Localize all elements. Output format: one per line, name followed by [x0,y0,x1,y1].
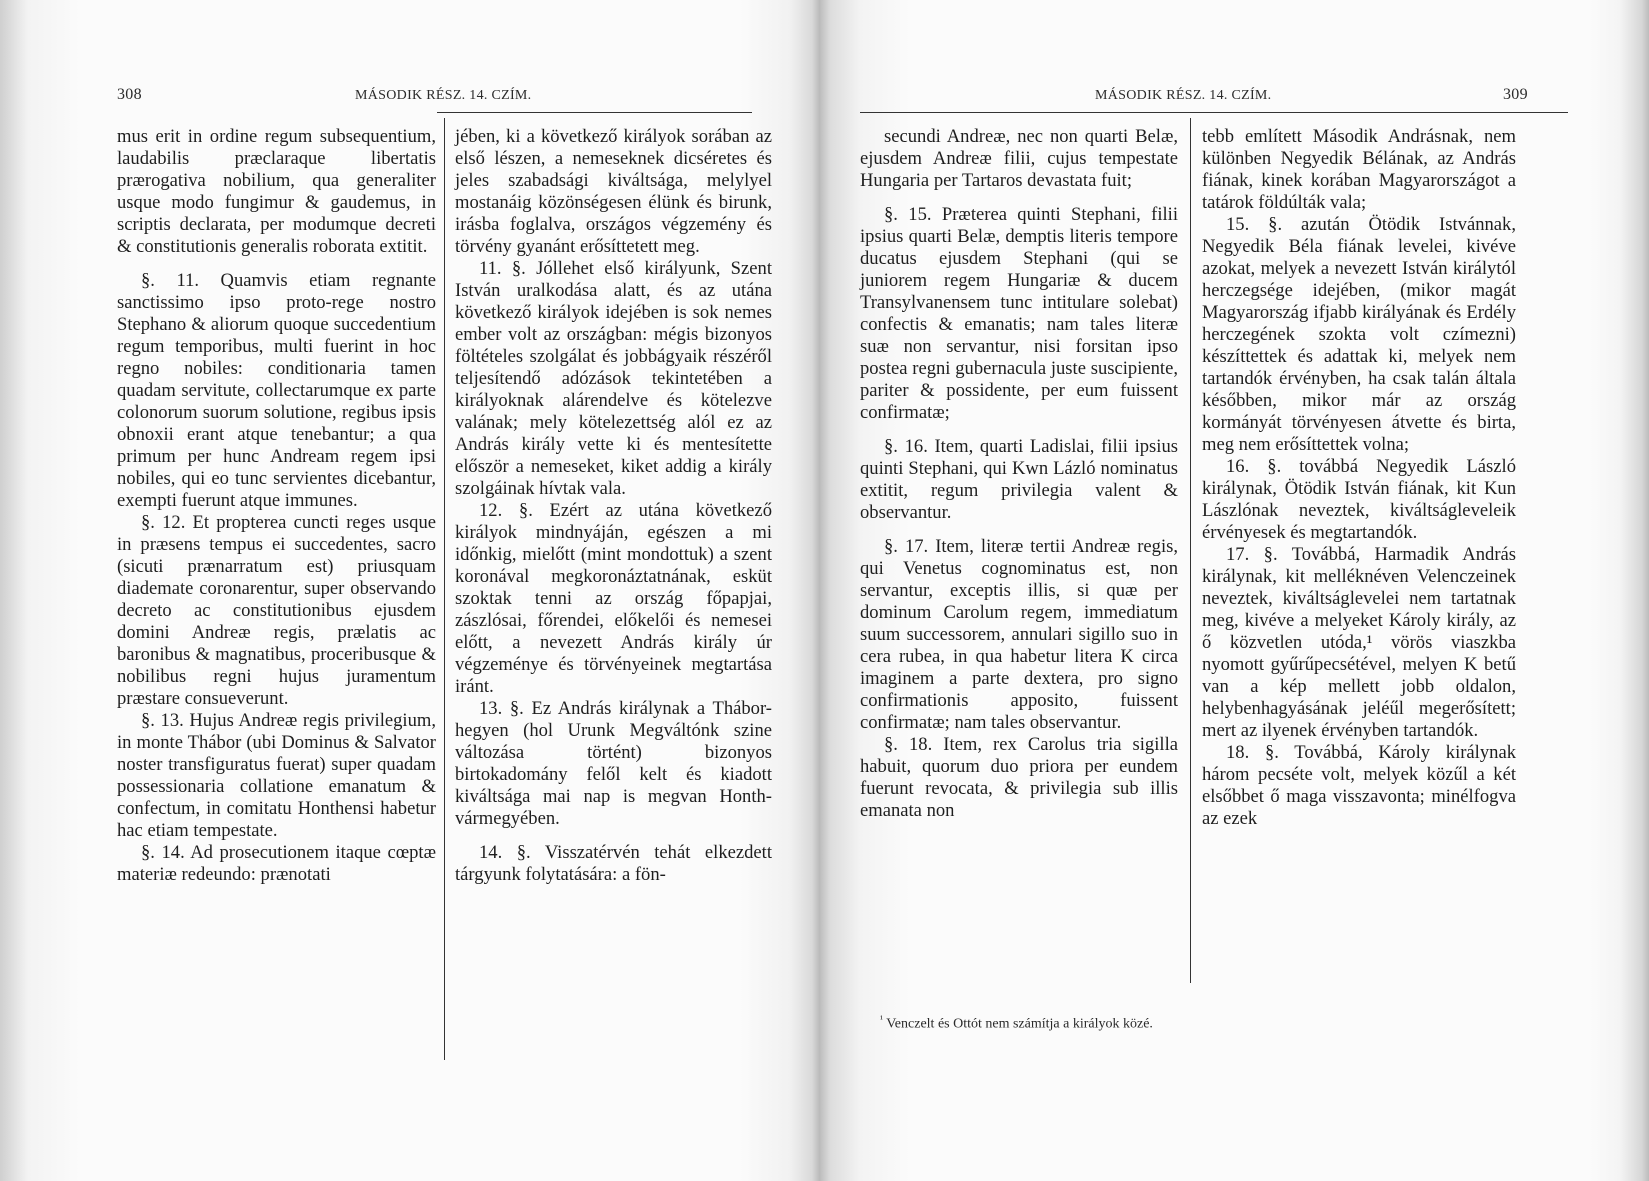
footnote-marker: ¹ [880,1014,883,1025]
hungarian-paragraph: 14. §. Visszatérvén tehát elkezdett tárgyunk folytatására: a fön- [455,842,772,885]
column-divider [444,118,445,1060]
hungarian-column [455,126,772,886]
latin-paragraph: §. 17. Item, literæ tertii Andreæ regis, qui Venetus cognominatus est, non servantur, exceptis illis, si quæ per dominum Carolum regem, immediatum suum successorem, annulari sigillo suo in cera rubea, in qua habetur litera K circa imaginem a parte dextera, pro signo confirmationis apposito, fuissent confirmatæ; nam tales observantur. [860,536,1178,733]
hungarian-paragraph: 13. §. Ez András királynak a Thábor-hegyen (hol Urunk Megváltónk szine változása történt) bizonyos birtokadomány felől kelt és kiadott kiváltsága mai nap is megvan Honth-vármegyében. [455,698,772,829]
latin-paragraph: §. 11. Quamvis etiam regnante sanctissimo ipso proto-rege nostro Stephano & aliorum quoque succedentium regum temporibus, multi fuerint in hoc regno nobiles: conditionaria tamen quadam servitute, collectarumque ex parte colonorum suorum solutione, regibus ipsis obnoxii erant atque tenebantur; a qua primum per hunc Andream regem ipsi nobiles, qui eo tunc servientes dicebantur, exempti fuerunt atque immunes. [117,270,436,511]
right-page [820,0,1649,1181]
latin-paragraph: §. 14. Ad prosecutionem itaque cœptæ materiæ redeundo: prænotati [117,842,436,885]
hungarian-column [1202,126,1516,830]
latin-paragraph: §. 16. Item, quarti Ladislai, filii ipsius quinti Stephani, qui Kwn Lázló nominatus extitit, regum privilegia valent & observantur. [860,436,1178,523]
latin-paragraph: §. 12. Et propterea cuncti reges usque in præsens tempus ei succedentes, sacro (sicuti prænarratum est) priusquam diademate coronarentur, super observando decreto ac constitutionibus ejusdem domini Andreæ regis, prælatis ac baronibus & magnatibus, proceribusque & nobilibus regni hujus juramentum præstare consueverunt. [117,512,436,709]
latin-paragraph: mus erit in ordine regum subsequentium, laudabilis præclaraque libertatis prærogativa nobilium, qua generaliter usque modo fungimur & gaudemus, in scriptis declarata, per modumque decreti & constitutionis generalis roborata extitit. [117,126,436,257]
latin-paragraph: §. 15. Præterea quinti Stephani, filii ipsius quarti Belæ, demptis literis tempore ducatus ejusdem Stephani (qui se juniorem regem Hungariæ & ducem Transylvanensem tunc intitulare solebat) confectis & emanatis; nam tales literæ suæ non servantur, nisi forsitan ipso postea regni gubernacula juste suscipiente, pariter & possidente, per eum fuissent confirmatæ; [860,204,1178,423]
latin-paragraph: §. 13. Hujus Andreæ regis privilegium, in monte Thábor (ubi Dominus & Salvator noster transfiguratus fuerat) super quadam possessionaria collatione emanatum & confectum, in comitatu Honthensi habetur hac etiam tempestate. [117,710,436,841]
header-rule [860,112,1568,113]
page-number: 309 [1503,86,1528,103]
footnote-text: Venczelt és Ottót nem számítja a királyok közé. [886,1016,1153,1032]
latin-column [117,126,436,886]
latin-paragraph: §. 18. Item, rex Carolus tria sigilla habuit, quorum duo priora per eundem fuerunt revocata, & privilegia sub illis emanata non [860,734,1178,821]
page-number: 308 [117,86,142,103]
latin-column [860,126,1178,822]
hungarian-paragraph: 11. §. Jóllehet első királyunk, Szent István uralkodása alatt, és az utána következő királyok idejében is sok nemes ember volt az országban: mégis bizonyos föltételes szolgálat és jobbágyaik részéről teljesítendő adózások tekintetében a királyoknak alárendelve és kötelezve valának; mely kötelezettség alól ez az András király vette ki és mentesítette először a nemeseket, kiket addig a király szolgáinak hívtak vala. [455,258,772,499]
header-rule [437,112,752,113]
hungarian-paragraph: 18. §. Továbbá, Károly királynak három pecséte volt, melyek közűl a két elsőbbet ő maga visszavonta; minélfogva az ezek [1202,742,1516,829]
footnote [880,1014,1153,1033]
column-divider [1190,118,1191,983]
left-page [0,0,820,1181]
hungarian-paragraph: 12. §. Ezért az utána következő királyok mindnyáján, egészen a mi időnkig, mielőtt (mint mondottuk) a szent koronával megkoronáztatnának, esküt szoktak tenni az ország főpapjai, zászlósai, főrendei, előkelői és nemesei előtt, a nevezett András király úr végzeménye és törvényeinek megtartása iránt. [455,500,772,697]
hungarian-paragraph: 16. §. továbbá Negyedik László királynak, Ötödik István fiának, kit Kun Lászlónak neveztek, kiváltságleveleik érvényesek és megtartandók. [1202,456,1516,543]
running-head: MÁSODIK RÉSZ. 14. CZÍM. [355,88,532,103]
hungarian-paragraph: jében, ki a következő királyok sorában az első lészen, a nemeseknek dicséretes és jeles szabadsági kiváltsága, melylyel mostanáig közönségesen élünk és birunk, irásba foglalva, országos végzemény és törvény gyanánt erősíttetett meg. [455,126,772,257]
latin-paragraph: secundi Andreæ, nec non quarti Belæ, ejusdem Andreæ filii, cujus tempestate Hungaria per Tartaros devastata fuit; [860,126,1178,191]
hungarian-paragraph: 15. §. azután Ötödik Istvánnak, Negyedik Béla fiának levelei, kivéve azokat, melyek a nevezett István királytól herczegsége idejében, (mikor magát Magyarország ifjabb királyának és Erdély herczegének szokta volt czímezni) készíttettek és adattak ki, melyek nem tartandók érvényben, ha csak talán általa későbben, mikor már az ország kormányát törvényesen átvette és birta, meg nem erősíttettek volna; [1202,214,1516,455]
hungarian-paragraph: tebb említett Második Andrásnak, nem különben Negyedik Bélának, az András fiának, kinek korában Magyarországot a tatárok földúlták vala; [1202,126,1516,213]
running-head: MÁSODIK RÉSZ. 14. CZÍM. [1095,88,1272,103]
hungarian-paragraph: 17. §. Továbbá, Harmadik András királynak, kit melléknéven Velenczeinek neveztek, kiváltságlevelei nem tartatnak meg, kivéve a melyeket Károly király, az ő közvetlen utóda,¹ vörös viaszkba nyomott gyűrűpecsétével, melyen K betű van a kép mellett jobb oldalon, helybenhagyásának jeléűl megerősített; mert az ilyenek érvényben tartandók. [1202,544,1516,741]
